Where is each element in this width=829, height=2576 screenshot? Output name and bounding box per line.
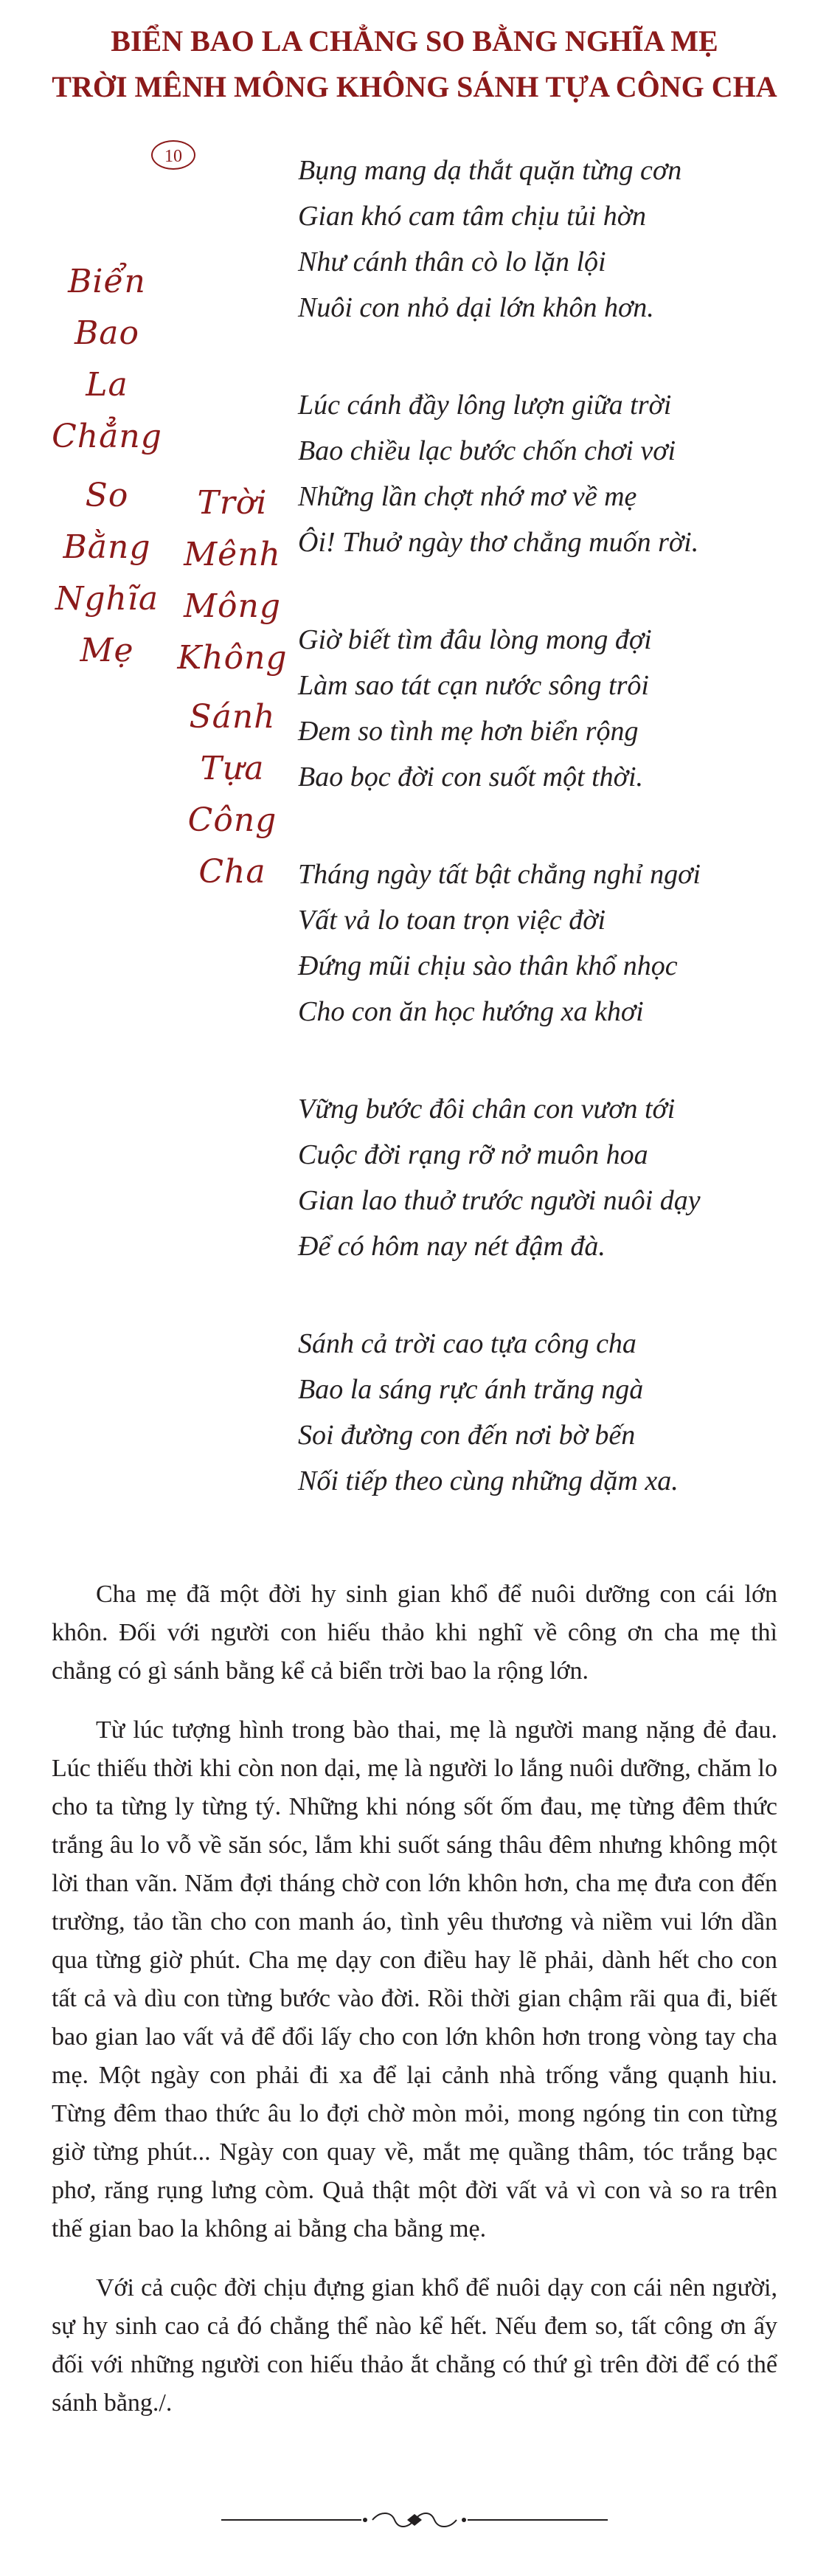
calligraphy-word: Mẹ <box>80 632 134 669</box>
poem-line: Soi đường con đến nơi bờ bến <box>298 1420 636 1451</box>
ornament-dot-right <box>462 2518 466 2522</box>
calligraphy-column-left <box>44 263 170 679</box>
poem-line: Làm sao tát cạn nước sông trôi <box>298 670 649 701</box>
calligraphy-word: La <box>86 366 128 404</box>
poem-line: Đem so tình mẹ hơn biển rộng <box>298 716 639 747</box>
prose-body <box>52 1575 777 2443</box>
poem-line: Những lần chợt nhớ mơ về mẹ <box>298 481 637 512</box>
calligraphy-word: Bao <box>74 314 140 352</box>
poem-line: Bụng mang dạ thắt quặn từng cơn <box>298 155 682 186</box>
calligraphy-word: Nghĩa <box>55 580 159 618</box>
poem-line: Sánh cả trời cao tựa công cha <box>298 1328 637 1359</box>
poem-line: Gian khó cam tâm chịu tủi hờn <box>298 201 646 232</box>
poem-line: Gian lao thuở trước người nuôi dạy <box>298 1185 701 1216</box>
poem-line: Vất vả lo toan trọn việc đời <box>298 905 606 936</box>
page-title-line-2: TRỜI MÊNH MÔNG KHÔNG SÁNH TỰA CÔNG CHA <box>52 70 777 103</box>
poem-line: Bao la sáng rực ánh trăng ngà <box>298 1374 644 1405</box>
poem-stanza <box>298 382 799 565</box>
poem-line: Giờ biết tìm đâu lòng mong đợi <box>298 624 652 655</box>
calligraphy-word: Mênh <box>184 536 281 573</box>
poem-line: Bao chiều lạc bước chốn chơi vơi <box>298 435 676 466</box>
poem-stanza <box>298 852 799 1035</box>
calligraphy-word: Tựa <box>200 750 265 787</box>
calligraphy-word: Chẳng <box>52 418 162 455</box>
calligraphy-word: Bằng <box>63 528 151 566</box>
poem-line: Bao bọc đời con suốt một thời. <box>298 762 644 793</box>
poem-stanza <box>298 1321 799 1504</box>
prose-paragraph: Từ lúc tượng hình trong bào thai, mẹ là người mang nặng đẻ đau. Lúc thiếu thời khi còn non dại, mẹ là người lo lắng nuôi dưỡng, chăm lo cho ta từng ly từng tý. Những khi nóng sốt ốm đau, mẹ từng đêm thức trắng âu lo vỗ về săn sóc, lắm khi suốt sáng thâu đêm nhưng không một lời than vãn. Năm đợi tháng chờ con lớn khôn hơn, cha mẹ đưa con đến trường, tảo tần cho con manh áo, tình yêu thương và niềm vui lớn dần qua từng giờ phút. Cha mẹ dạy con điều hay lẽ phải, dành hết cho con tất cả và dìu con từng bước vào đời. Rồi thời gian chậm rãi qua đi, biết bao gian lao vất vả để đổi lấy cho con lớn khôn hơn trong vòng tay cha mẹ. Một ngày con phải đi xa để lại cảnh nhà trống vắng quạnh hiu. Từng đêm thao thức âu lo đợi chờ mòn mỏi, mong ngóng tin con từng giờ từng phút... Ngày con quay về, mắt mẹ quầng thâm, tóc trắng bạc phơ, răng rụng lưng còm. Quả thật một đời vất vả vì con và so ra trên thế gian bao la không ai bằng cha bằng mẹ. <box>52 1716 777 2242</box>
calligraphy-word: Công <box>187 801 277 839</box>
poem-line: Vững bước đôi chân con vươn tới <box>298 1094 676 1125</box>
poem-line: Cho con ăn học hướng xa khơi <box>298 996 644 1027</box>
ornament-divider <box>214 2505 615 2535</box>
poem-line: Ôi! Thuở ngày thơ chẳng muốn rời. <box>298 527 699 558</box>
poem-line: Như cánh thân cò lo lặn lội <box>298 246 606 277</box>
calligraphy-word: Biển <box>68 263 146 300</box>
poem-line: Lúc cánh đầy lông lượn giữa trời <box>298 390 672 421</box>
page-number-badge: 10 <box>151 140 195 170</box>
poem-line: Tháng ngày tất bật chẳng nghỉ ngơi <box>298 859 701 890</box>
poem-line: Đứng mũi chịu sào thân khổ nhọc <box>298 950 678 981</box>
poem-line: Nuôi con nhỏ dại lớn khôn hơn. <box>298 292 654 323</box>
poem-stanza <box>298 1086 799 1269</box>
calligraphy-column-right <box>170 484 295 900</box>
prose-paragraph: Cha mẹ đã một đời hy sinh gian khổ để nuôi dưỡng con cái lớn khôn. Đối với người con hiếu thảo khi nghĩ về công ơn cha mẹ thì chẳng có gì sánh bằng kể cả biển trời bao la rộng lớn. <box>52 1581 777 1685</box>
poem-line: Cuộc đời rạng rỡ nở muôn hoa <box>298 1139 648 1170</box>
poem <box>298 148 799 1555</box>
calligraphy-word: Trời <box>197 484 268 522</box>
poem-line: Nối tiếp theo cùng những dặm xa. <box>298 1465 679 1496</box>
page-title-line-1: BIỂN BAO LA CHẲNG SO BẰNG NGHĨA MẸ <box>111 24 718 58</box>
calligraphy-word: Mông <box>183 587 282 625</box>
poem-stanza <box>298 148 799 331</box>
prose-paragraph: Với cả cuộc đời chịu đựng gian khổ để nuôi dạy con cái nên người, sự hy sinh cao cả đó chẳng thể nào kể hết. Nếu đem so, tất công ơn ấy đối với những người con hiếu thảo ắt chẳng có thứ gì trên đời để có thể sánh bằng./. <box>52 2274 777 2417</box>
calligraphy-word: Sánh <box>189 698 276 736</box>
ornament-dot-left <box>363 2518 367 2522</box>
calligraphy-word: So <box>85 477 129 514</box>
calligraphy-word: Không <box>177 639 288 677</box>
poem-stanza <box>298 617 799 800</box>
poem-line: Để có hôm nay nét đậm đà. <box>298 1231 606 1262</box>
calligraphy-word: Cha <box>198 853 266 891</box>
